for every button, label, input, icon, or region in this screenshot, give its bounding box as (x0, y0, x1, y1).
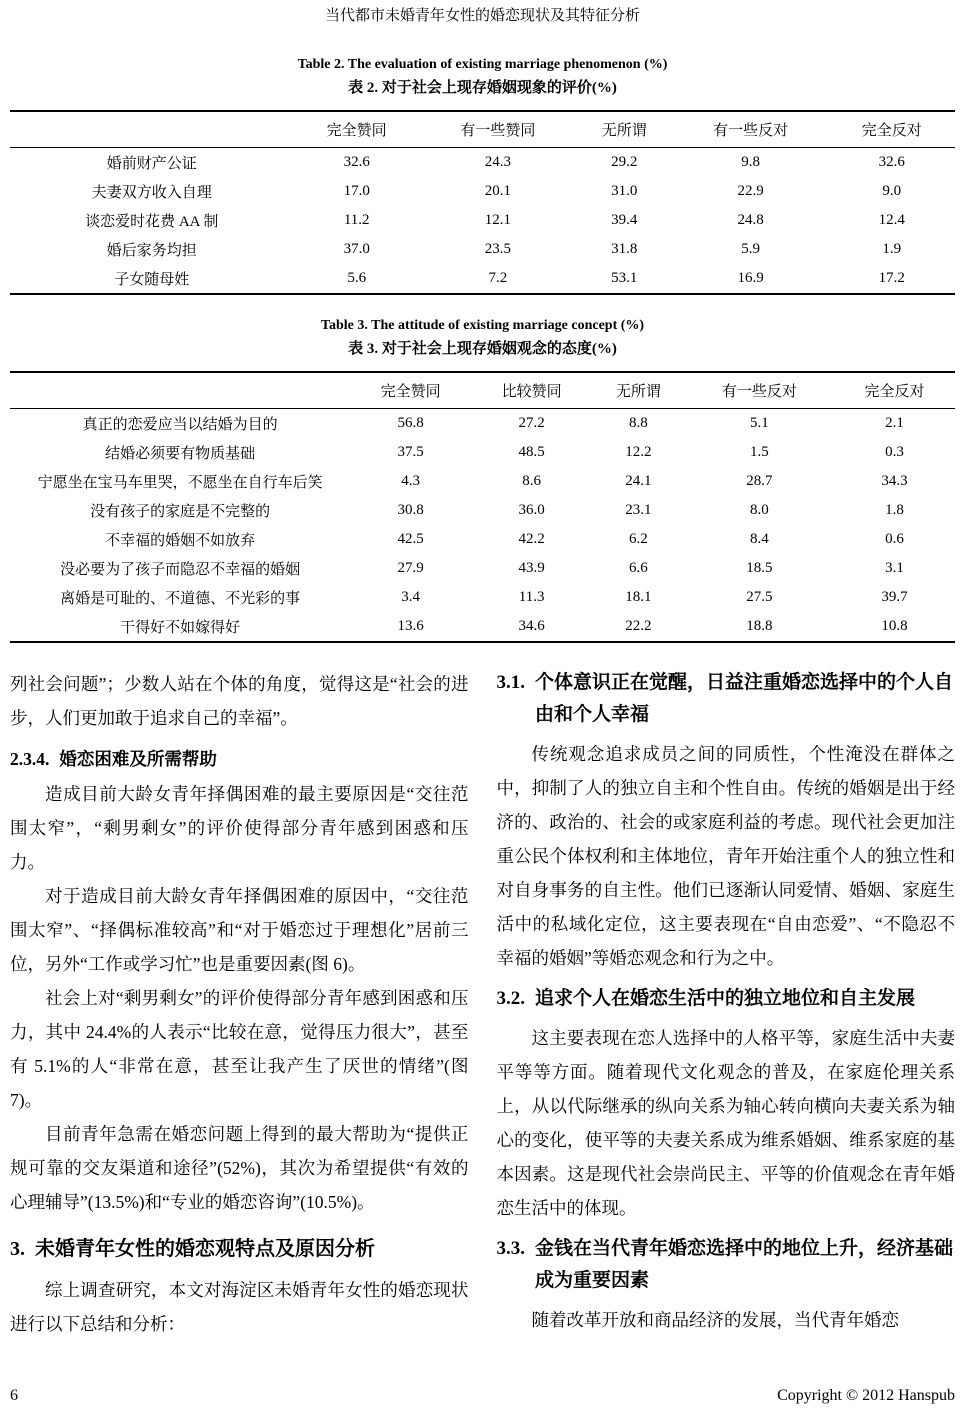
table-header-empty (10, 111, 294, 148)
heading-text: 未婚青年女性的婚恋观特点及原因分析 (35, 1238, 375, 1260)
table-cell: 36.0 (518, 502, 545, 518)
table-cell: 18.1 (625, 589, 652, 605)
table-cell: 1.8 (885, 502, 904, 518)
table-column-header: 完全反对 (864, 384, 925, 400)
heading-text: 婚恋困难及所需帮助 (59, 749, 217, 769)
table-row-label: 真正的恋爱应当以结婚为目的 (82, 417, 278, 433)
table-cell: 43.9 (518, 560, 545, 576)
table-cell: 8.0 (749, 502, 769, 518)
table-cell: 34.6 (518, 618, 545, 634)
table-cell: 18.5 (746, 560, 773, 576)
table-cell: 12.2 (625, 444, 652, 460)
section-heading-3-2 (497, 983, 956, 1015)
heading-text: 金钱在当代青年婚恋选择中的地位上升，经济基础成为重要因素 (535, 1238, 954, 1291)
table-header-row (10, 111, 955, 148)
table-cell: 10.8 (881, 618, 908, 634)
table-cell: 42.2 (518, 531, 545, 547)
table-cell: 4.3 (401, 473, 421, 489)
table-row-label: 婚后家务均担 (106, 243, 197, 259)
table-cell: 27.5 (746, 589, 773, 605)
table-row (10, 177, 955, 206)
table-cell: 16.9 (737, 270, 764, 286)
running-head: 当代都市未婚青年女性的婚恋现状及其特征分析 (324, 8, 640, 24)
right-column (497, 667, 956, 1341)
table-cell: 6.6 (629, 560, 648, 576)
paragraph: 综上调查研究，本文对海淀区未婚青年女性的婚恋现状进行以下总结和分析： (10, 1280, 469, 1334)
paragraph: 造成目前大龄女青年择偶困难的最主要原因是“交往范围太窄”，“剩男剩女”的评价使得部分青年感到困惑和压力。 (10, 784, 469, 872)
table-cell: 28.7 (746, 473, 773, 489)
table-cell: 12.1 (484, 212, 511, 228)
table-row (10, 583, 955, 612)
table3-title-english: Table 3. The attitude of existing marriage concept (%) (320, 318, 645, 333)
table-row (10, 554, 955, 583)
table-column-header: 完全赞同 (380, 384, 441, 400)
table-row (10, 264, 955, 294)
table-row (10, 496, 955, 525)
table-cell: 31.8 (611, 241, 638, 257)
table-row-label: 没必要为了孩子而隐忍不幸福的婚姻 (60, 562, 301, 578)
table-cell: 0.3 (885, 444, 904, 460)
table-cell: 39.4 (611, 212, 638, 228)
table2-title-chinese: 表 2. 对于社会上现存婚姻现象的评价(%) (348, 80, 617, 96)
table-row (10, 235, 955, 264)
table-cell: 32.6 (343, 154, 370, 170)
table-cell: 5.9 (741, 241, 760, 257)
table-row-label: 结婚必须要有物质基础 (105, 446, 256, 462)
table-row (10, 467, 955, 496)
table-cell: 22.2 (625, 618, 652, 634)
table-cell: 32.6 (878, 154, 905, 170)
table-cell: 37.5 (397, 444, 424, 460)
paragraph: 这主要表现在恋人选择中的人格平等，家庭生活中夫妻平等等方面。随着现代文化观念的普及，在家庭伦理关系上，从以代际继承的纵向关系为轴心转向横向夫妻关系为轴心的变化，使平等的夫妻关系成为维系婚姻、维系家庭的基本因素。这是现代社会崇尚民主、平等的价值观念在青年婚恋生活中的体现。 (496, 1028, 955, 1218)
table-cell: 37.0 (343, 241, 370, 257)
table-cell: 3.1 (885, 560, 904, 576)
table-cell: 56.8 (397, 415, 424, 431)
table-column-header: 比较赞同 (501, 384, 562, 400)
table2-block (10, 56, 955, 295)
table-cell: 48.5 (518, 444, 545, 460)
table-header-row (10, 372, 955, 409)
table-cell: 29.2 (611, 154, 638, 170)
heading-number: 3. (10, 1238, 25, 1260)
section-heading-3 (10, 1233, 469, 1265)
table-cell: 8.8 (629, 415, 648, 431)
table-row-label: 没有孩子的家庭是不完整的 (90, 504, 271, 520)
table-cell: 8.6 (522, 473, 541, 489)
table-header-empty (10, 372, 350, 409)
table-cell: 24.8 (737, 212, 764, 228)
table-cell: 34.3 (881, 473, 908, 489)
table-row (10, 525, 955, 554)
table-3 (10, 371, 955, 643)
section-heading-3-1 (497, 667, 956, 731)
table-column-header: 完全反对 (861, 123, 922, 139)
heading-text: 追求个人在婚恋生活中的独立地位和自主发展 (535, 988, 916, 1009)
table-cell: 7.2 (488, 270, 508, 286)
table-cell: 11.3 (518, 589, 545, 605)
table-cell: 27.9 (397, 560, 424, 576)
table-row-label: 子女随母姓 (114, 272, 190, 288)
section-heading-2-3-4 (10, 743, 469, 775)
table-cell: 9.0 (882, 183, 902, 199)
heading-number: 2.3.4. (10, 749, 50, 769)
heading-number: 3.1. (496, 672, 525, 693)
table-cell: 12.4 (878, 212, 905, 228)
table-column-header: 无所谓 (601, 123, 647, 139)
section-heading-3-3 (497, 1233, 956, 1297)
table-cell: 1.9 (882, 241, 902, 257)
table3-title-chinese: 表 3. 对于社会上现存婚姻观念的态度(%) (348, 341, 617, 357)
paragraph: 社会上对“剩男剩女”的评价使得部分青年感到困惑和压力，其中 24.4%的人表示“比较在意，觉得压力很大”，甚至有 5.1%的人“非常在意，甚至让我产生了厌世的情绪”(图 7)。 (10, 988, 469, 1110)
paragraph: 对于造成目前大龄女青年择偶困难的原因中，“交往范围太窄”、“择偶标准较高”和“对于婚恋过于理想化”居前三位，另外“工作或学习忙”也是重要因素(图 6)。 (10, 886, 469, 974)
table-cell: 23.5 (484, 241, 511, 257)
table-column-header: 有一些反对 (721, 384, 797, 400)
table-cell: 20.1 (484, 183, 511, 199)
table-cell: 30.8 (397, 502, 424, 518)
table-cell: 1.5 (749, 444, 769, 460)
paragraph: 目前青年急需在婚恋问题上得到的最大帮助为“提供正规可靠的交友渠道和途径”(52%)，其次为希望提供“有效的心理辅导”(13.5%)和“专业的婚恋咨询”(10.5%)。 (10, 1124, 469, 1212)
table-cell: 22.9 (737, 183, 764, 199)
page-footer (10, 1386, 955, 1406)
table-row-label: 婚前财产公证 (106, 156, 197, 172)
body-text-columns (10, 667, 955, 1341)
table-row-label: 谈恋爱时花费 AA 制 (85, 214, 219, 230)
table-row (10, 438, 955, 467)
table-row (10, 612, 955, 642)
table-2 (10, 110, 955, 295)
paragraph: 传统观念追求成员之间的同质性，个性淹没在群体之中，抑制了人的独立自主和个性自由。传统的婚姻是出于经济的、政治的、社会的或家庭利益的考虑。现代社会更加注重公民个体权利和主体地位，青年开始注重个人的独立性和对自身事务的自主性。他们已逐渐认同爱情、婚姻、家庭生活中的私域化定位，这主要表现在“自由恋爱”、“不隐忍不幸福的婚姻”等婚恋观念和行为之中。 (496, 744, 955, 968)
table-cell: 23.1 (625, 502, 652, 518)
table-cell: 42.5 (397, 531, 424, 547)
paragraph-continued: 列社会问题”；少数人站在个体的角度，觉得这是“社会的进步，人们更加敢于追求自己的幸福”。 (10, 674, 469, 728)
table-cell: 2.1 (885, 415, 904, 431)
copyright-notice: Copyright © 2012 Hanspub (777, 1387, 955, 1404)
table-cell: 13.6 (397, 618, 424, 634)
table-row-label: 离婚是可耻的、不道德、不光彩的事 (60, 591, 301, 607)
table-row (10, 206, 955, 235)
table-row (10, 148, 955, 178)
heading-text: 个体意识正在觉醒，日益注重婚恋选择中的个人自由和个人幸福 (535, 672, 954, 725)
table-cell: 18.8 (746, 618, 773, 634)
table-cell: 5.6 (347, 270, 367, 286)
table-cell: 5.1 (749, 415, 769, 431)
table-cell: 0.6 (885, 531, 904, 547)
table-column-header: 完全赞同 (326, 123, 387, 139)
table-cell: 24.3 (484, 154, 511, 170)
heading-number: 3.3. (496, 1238, 525, 1259)
table-cell: 9.8 (741, 154, 760, 170)
table-column-header: 有一些反对 (713, 123, 789, 139)
table-row (10, 409, 955, 439)
table3-block (10, 317, 955, 643)
table-cell: 24.1 (625, 473, 652, 489)
page-number: 6 (10, 1387, 18, 1404)
table-cell: 31.0 (611, 183, 638, 199)
paragraph: 随着改革开放和商品经济的发展，当代青年婚恋 (531, 1310, 899, 1330)
table-row-label: 干得好不如嫁得好 (120, 620, 241, 636)
table-row-label: 宁愿坐在宝马车里哭，不愿坐在自行车后笑 (37, 475, 323, 491)
table-cell: 11.2 (343, 212, 370, 228)
heading-number: 3.2. (496, 988, 525, 1009)
table-cell: 6.2 (629, 531, 648, 547)
table2-title-english: Table 2. The evaluation of existing marriage phenomenon (%) (297, 57, 668, 72)
table-cell: 8.4 (749, 531, 769, 547)
table-column-header: 无所谓 (615, 384, 661, 400)
table-row-label: 不幸福的婚姻不如放弃 (105, 533, 256, 549)
table-cell: 53.1 (611, 270, 638, 286)
table-cell: 17.2 (878, 270, 905, 286)
table-cell: 3.4 (401, 589, 421, 605)
left-column (10, 667, 469, 1341)
table-column-header: 有一些赞同 (460, 123, 536, 139)
table-cell: 27.2 (518, 415, 545, 431)
table-cell: 17.0 (343, 183, 370, 199)
table-row-label: 夫妻双方收入自理 (91, 185, 212, 201)
table-cell: 39.7 (881, 589, 908, 605)
